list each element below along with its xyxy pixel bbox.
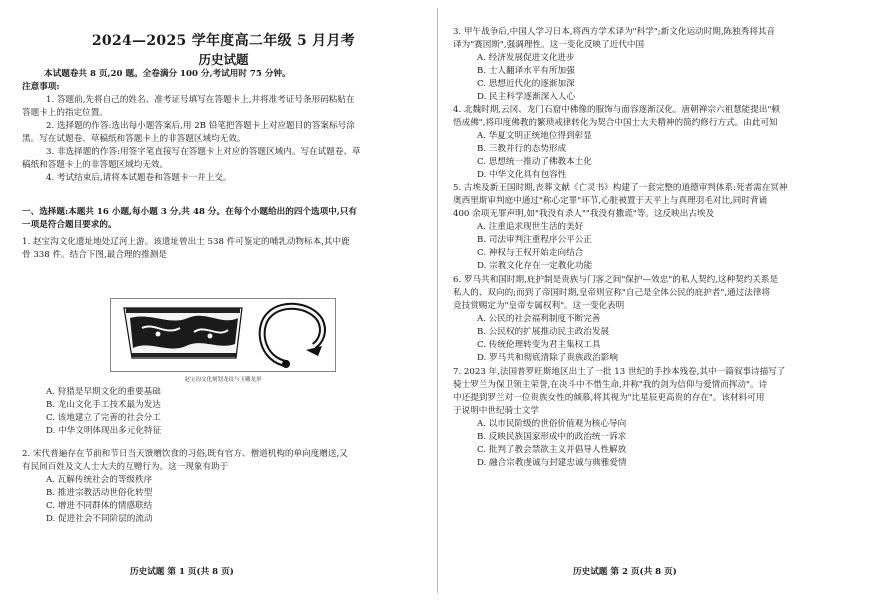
question-1-stem: [22, 236, 350, 262]
dragon-artifacts-figure: [110, 298, 336, 372]
stem-line: 骨 338 件。结合下图,最合理的推测是: [22, 250, 167, 260]
option-a: A. 经济发展促进文化进步: [477, 53, 575, 63]
stem-line: 有民间百姓及文人士大夫的互赠行为。这一现象有助于: [22, 462, 229, 472]
notes-line: 1. 答题前,先将自己的姓名、准考证号填写在答题卡上,并将准考证号条形码粘贴在: [46, 95, 355, 105]
notes-line: 答题卡上的指定位置。: [22, 108, 108, 118]
stem-line: 6. 罗马共和国时期,庇护制是贵族与门客之间"保护—效忠"的私人契约,这种契约关系是: [453, 275, 779, 285]
option-b: B. 三教并行的态势形成: [477, 144, 567, 154]
option-a: A. 以市民阶级的世俗价值观为核心导向: [477, 419, 627, 429]
stem-line: 1. 赵宝沟文化遗址地处辽河上游。该遗址曾出土 538 件可鉴定的哺乳动物标本,其中鹿: [22, 237, 350, 247]
question-4: [453, 104, 780, 182]
section-line: 一、选择题:本题共 16 小题,每小题 3 分,共 48 分。在每个小题给出的四个选项中,只有: [22, 207, 357, 217]
stem-line: 私人的、双向的;而到了帝国时期,皇帝则宣称"自己是全体公民的庇护者",通过法律将: [453, 288, 771, 298]
stem-line: 4. 北魏时期,云冈、龙门石窟中佛像的服饰与面容逐渐汉化。唐朝禅宗六祖慧能提出"顿: [453, 105, 780, 115]
option-c: C. 传统伦理转变为君主集权工具: [477, 340, 601, 350]
notes-heading: 注意事项:: [22, 82, 60, 92]
exam-title: 2024—2025 学年度高二年级 5 月月考: [91, 33, 356, 49]
notes-line: 黑。写在试题卷、草稿纸和答题卡上的非答题区域均无效。: [22, 134, 246, 144]
right-column: [453, 0, 853, 603]
option-c: C. 思想统一推动了佛教本土化: [477, 157, 592, 167]
stem-line: 骑士罗兰为保卫领主荣誉,在决斗中不惜生命,并称"我的剑为信仰与爱情而挥动"。诗: [453, 380, 768, 390]
stem-line: 竞技赏赐定为"皇帝专属权利"。这一变化表明: [453, 301, 625, 311]
question-1-options: [22, 386, 161, 438]
notes-line: 稿纸和答题卡上的非答题区域均无效。: [22, 160, 169, 170]
exam-subtitle: 历史试题: [198, 52, 249, 67]
option-d: D. 宗教文化存在一定教化功能: [477, 261, 593, 271]
left-column: [22, 0, 425, 603]
section-header: [22, 206, 357, 232]
option-a: A. 瓦解传统社会的等级秩序: [46, 475, 153, 485]
question-3: [453, 26, 775, 104]
stem-line: 2. 宋代普遍存在节前和节日当天馈赠饮食的习俗,既有官方、僧道机构的单向度赠送,又: [22, 449, 348, 459]
page-footer-left: 历史试题 第 1 页(共 8 页): [130, 567, 234, 577]
option-b: B. 士人翻译水平有所加强: [477, 66, 575, 76]
option-a: A. 狩猎是早期文化的重要基础: [46, 387, 161, 397]
option-c: C. 思想近代化的逐渐加深: [477, 79, 575, 89]
option-a: A. 公民的社会福利制度不断完善: [477, 314, 601, 324]
option-b: B. 推进宗教活动世俗化转型: [46, 488, 153, 498]
option-d: D. 中华文明体现出多元化特征: [46, 426, 162, 436]
option-d: D. 罗马共和彻底清除了贵族政治影响: [477, 353, 618, 363]
question-5: [453, 182, 788, 273]
stem-line: 7. 2023 年,法国普罗旺斯地区出土了一批 13 世纪的手抄本残卷,其中一篇叙事诗描写了: [453, 367, 786, 377]
option-c: C. 神权与王权开始走向结合: [477, 248, 584, 258]
option-d: D. 融合宗教虔诚与封建忠诚与典雅爱情: [477, 458, 627, 468]
stem-line: 奥西里斯审判庭中通过"称心定罪"环节,心脏被置于天平上与真理羽毛对比,同时背诵: [453, 196, 768, 206]
question-2: [22, 448, 348, 526]
section-line: 一项是符合题目要求的。: [22, 220, 117, 230]
option-a: A. 注重追求现世生活的美好: [477, 222, 584, 232]
question-7: [453, 366, 785, 470]
stem-line: 悟成佛",将印度佛教的繁琐戒律转化为契合中国士大夫精神的简约修行方式。由此可知: [453, 118, 778, 128]
notes-line: 4. 考试结束后,请将本试题卷和答题卡一并上交。: [46, 173, 232, 183]
stem-line: 400 余项无罪声明,如"我没有杀人""我没有撒谎"等。这反映出古埃及: [453, 209, 715, 219]
artifact-illustration: [110, 298, 336, 372]
stem-line: 3. 甲午战争后,中国人学习日本,将西方学术译为"科学";新文化运动时期,陈独秀将其音: [453, 27, 776, 37]
option-b: B. 龙山文化手工技术最为发达: [46, 400, 161, 410]
page-footer-right: 历史试题 第 2 页(共 8 页): [573, 567, 677, 577]
exam-info: 本试题卷共 8 页,20 题。全卷满分 100 分,考试用时 75 分钟。: [44, 69, 291, 79]
figure-caption: 赵宝沟文化刻划龙纹与玉雕龙形: [184, 377, 262, 383]
jade-dragon-drawing: [262, 306, 322, 368]
notes-line: 3. 非选择题的作答:用签字笔直接写在答题卡上对应的答题区域内。写在试题卷、草: [46, 147, 361, 157]
stem-line: 于说明中世纪骑士文学: [453, 406, 539, 416]
option-b: B. 公民权的扩展推动民主政治发展: [477, 327, 610, 337]
stem-line: 中还提到罗兰对一位贵族女性的倾慕,将其视为"比星辰更高贵的存在"。该材料可用: [453, 393, 765, 403]
option-a: A. 华夏文明正统地位得到彰显: [477, 131, 592, 141]
stem-line: 5. 古埃及新王国时期,丧葬文献《亡灵书》构建了一套完整的道德审判体系:死者需在冥神: [453, 183, 788, 193]
notes-block: [22, 81, 361, 185]
option-d: D. 促进社会不同阶层的流动: [46, 514, 153, 524]
column-divider: [437, 8, 438, 593]
option-b: B. 反映民族国家形成中的政治统一诉求: [477, 432, 627, 442]
question-6: [453, 274, 778, 365]
pottery-jar-drawing: [124, 308, 242, 358]
notes-line: 2. 选择题的作答:选出每小题答案后,用 2B 铅笔把答题卡上对应题目的答案标号涂: [46, 121, 355, 131]
option-c: C. 增进不同群体的情感联结: [46, 501, 153, 511]
option-b: B. 司法审判注重程序公平公正: [477, 235, 592, 245]
option-d: D. 民主科学逐渐深入人心: [477, 92, 575, 102]
option-c: C. 该地建立了完善的社会分工: [46, 413, 161, 423]
option-d: D. 中华文化具有包容性: [477, 170, 567, 180]
option-c: C. 批判了教会禁欲主义并倡导人性解放: [477, 445, 627, 455]
stem-line: 译为"赛因斯",强调理性。这一变化反映了近代中国: [453, 40, 645, 50]
